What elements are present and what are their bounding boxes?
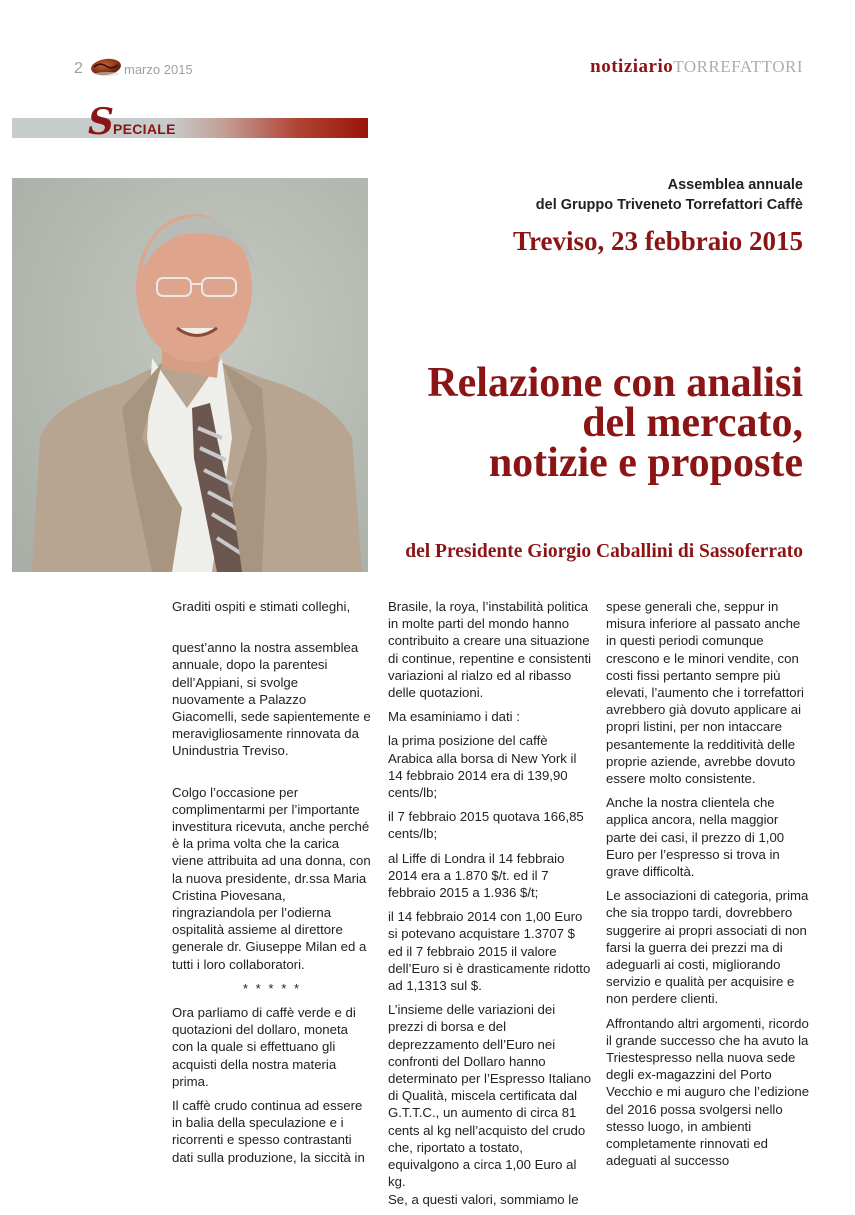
byline: del Presidente Giorgio Caballini di Sassoferrato	[405, 541, 803, 562]
paragraph: quest’anno la nostra assemblea annuale, dopo la parentesi dell’Appiani, si svolge nuovamente a Palazzo Giacomelli, sede sapientemente e meravigliosamente rinnovata da Unindustria Treviso.	[172, 640, 371, 759]
paragraph: la prima posizione del caffè Arabica alla borsa di New York il 14 febbraio 2014 era di 139,90 cents/lb;	[388, 733, 577, 801]
headline-line: notizie e proposte	[488, 440, 803, 486]
section-initial: S	[88, 101, 114, 143]
article-column-3	[606, 598, 811, 1177]
portrait-illustration	[12, 178, 368, 572]
paragraph: Le associazioni di categoria, prima che sia troppo tardi, dovrebbero suggerire ai propri associati di non farsi la guerra dei prezzi ma di adeguarli ai costi, migliorando servizio e qualità per acquisire e non perdere clienti.	[606, 888, 809, 1007]
paragraph: Anche la nostra clientela che applica ancora, nella maggior parte dei casi, il prezzo di 1,00 Euro per l’espresso si trova in grave difficoltà.	[606, 795, 785, 880]
masthead	[590, 56, 803, 78]
paragraph: spese generali che, seppur in misura inferiore al passato anche in questi periodi comunque crescono e le minori vendite, con costi fissi pertanto sempre più elevati, l’aumento che i torrefattori avrebbero già dovuto applicare ai propri listini, per non intaccare pesantemente la redditività delle proprie aziende, avrebbe dovuto essere molto consistente.	[606, 599, 804, 787]
page-number: 2	[74, 60, 83, 77]
masthead-primary: notiziario	[590, 56, 674, 77]
paragraph: il 14 febbraio 2014 con 1,00 Euro si potevano acquistare 1.3707 $ ed il 7 febbraio 2015 il valore dell’Euro si è drasticamente ridotto ad 1,1313 sul $.	[388, 909, 591, 994]
issue-date: marzo 2015	[124, 62, 193, 77]
headline	[427, 360, 803, 486]
event-date: Treviso, 23 febbraio 2015	[513, 226, 803, 256]
event-title: Assemblea annuale	[667, 177, 803, 193]
headline-line: del mercato,	[582, 400, 803, 446]
paragraph: Brasile, la roya, l’instabilità politica in molte parti del mondo hanno contribuito a creare una situazione di continue, repentine e consistenti variazioni al rialzo ed al ribasso delle quotazioni.	[388, 599, 592, 701]
paragraph: Il caffè crudo continua ad essere in balia della speculazione e i ricorrenti e spesso contrastanti dati sulla produzione, la siccità in	[172, 1098, 365, 1165]
paragraph: Affrontando altri argomenti, ricordo il grande successo che ha avuto la Triestespresso nella nuova sede degli ex-magazzini del Porto Vecchio e mi auguro che l’edizione del 2016 possa svolgersi nello stesso luogo, in ambienti completamente rinnovati ed adeguati al successo	[606, 1015, 810, 1169]
article-column-1	[172, 598, 372, 1173]
masthead-secondary: TORREFATTORI	[673, 57, 803, 76]
paragraph: al Liffe di Londra il 14 febbraio 2014 era a 1.870 $/t. ed il 7 febbraio 2015 a 1.936 $/t;	[388, 850, 565, 901]
section-label: PECIALE	[113, 121, 176, 137]
article-column-2	[388, 598, 593, 1215]
paragraph: Colgo l’occasione per complimentarmi per l’importante investitura ricevuta, anche perché è la prima volta che la carica viene attribuita ad una donna, con la nuova presidente, dr.ssa Maria Cristina Piovesana, ringraziandola per l’odierna ospitalità assieme al direttore generale dr. Giuseppe Milan ed a tutti i loro collaboratori.	[172, 784, 371, 972]
paragraph: Se, a questi valori, sommiamo le	[388, 1191, 579, 1207]
coffee-bean-icon	[90, 57, 122, 77]
paragraph: Ora parliamo di caffè verde e di quotazioni del dollaro, moneta con la quale si effettuano gli acquisti della nostra materia prima.	[172, 1005, 356, 1089]
event-organizer: del Gruppo Triveneto Torrefattori Caffè	[535, 197, 803, 213]
salutation: Graditi ospiti e stimati colleghi,	[172, 599, 351, 614]
headline-line: Relazione con analisi	[427, 360, 803, 406]
president-photo	[12, 178, 368, 572]
paragraph: Ma esaminiamo i dati :	[388, 709, 520, 725]
paragraph: il 7 febbraio 2015 quotava 166,85 cents/lb;	[388, 809, 584, 842]
paragraph: L’insieme delle variazioni dei prezzi di borsa e del deprezzamento dell’Euro nei confronti del Dollaro hanno determinato per l’Espresso Italiano di Qualità, miscela certificata dal G.T.T.C., un aumento di circa 81 cents al kg nell’acquisto del crudo che, riportato a tostato, equivalgono a circa 1,00 Euro al kg.	[388, 1002, 592, 1190]
section-divider: * * * * *	[242, 980, 302, 996]
section-bar	[12, 118, 368, 138]
